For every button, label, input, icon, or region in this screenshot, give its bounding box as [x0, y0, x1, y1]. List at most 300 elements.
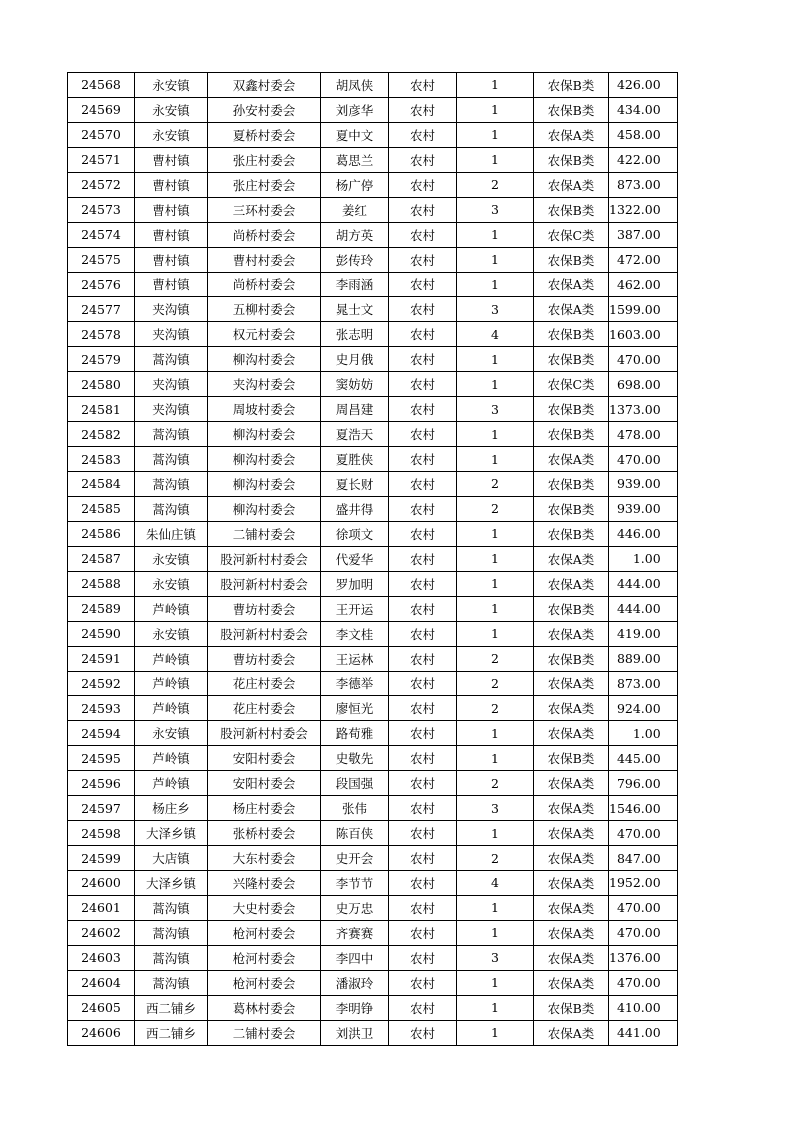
- table-row: [68, 796, 678, 821]
- household-count-cell: 1: [457, 970, 534, 995]
- area-type-cell: 农村: [389, 920, 457, 945]
- amount-cell: 470.00: [609, 920, 678, 945]
- area-type-cell: 农村: [389, 97, 457, 122]
- table-row: [68, 122, 678, 147]
- name-cell: 胡方英: [321, 222, 389, 247]
- table-row: [68, 671, 678, 696]
- household-count-cell: 4: [457, 871, 534, 896]
- insurance-category-cell: 农保A类: [534, 172, 609, 197]
- village-committee-cell: 柳沟村委会: [208, 347, 321, 372]
- amount-cell: 1599.00: [609, 297, 678, 322]
- town-cell: 曹村镇: [135, 247, 208, 272]
- amount-cell: 387.00: [609, 222, 678, 247]
- household-count-cell: 1: [457, 372, 534, 397]
- town-cell: 永安镇: [135, 73, 208, 98]
- village-committee-cell: 曹坊村委会: [208, 646, 321, 671]
- record-id-cell: 24594: [68, 721, 135, 746]
- village-committee-cell: 张庄村委会: [208, 147, 321, 172]
- record-id-cell: 24569: [68, 97, 135, 122]
- town-cell: 永安镇: [135, 721, 208, 746]
- area-type-cell: 农村: [389, 372, 457, 397]
- name-cell: 罗加明: [321, 571, 389, 596]
- town-cell: 芦岭镇: [135, 696, 208, 721]
- household-count-cell: 1: [457, 97, 534, 122]
- area-type-cell: 农村: [389, 846, 457, 871]
- village-committee-cell: 张庄村委会: [208, 172, 321, 197]
- name-cell: 胡凤侠: [321, 73, 389, 98]
- amount-cell: 924.00: [609, 696, 678, 721]
- name-cell: 王开运: [321, 596, 389, 621]
- town-cell: 芦岭镇: [135, 646, 208, 671]
- town-cell: 芦岭镇: [135, 746, 208, 771]
- town-cell: 夹沟镇: [135, 297, 208, 322]
- town-cell: 蒿沟镇: [135, 920, 208, 945]
- village-committee-cell: 安阳村委会: [208, 746, 321, 771]
- area-type-cell: 农村: [389, 771, 457, 796]
- area-type-cell: 农村: [389, 571, 457, 596]
- insurance-category-cell: 农保B类: [534, 472, 609, 497]
- record-id-cell: 24598: [68, 821, 135, 846]
- village-committee-cell: 二铺村委会: [208, 521, 321, 546]
- table-row: [68, 147, 678, 172]
- town-cell: 曹村镇: [135, 222, 208, 247]
- table-row: [68, 1020, 678, 1045]
- village-committee-cell: 周坡村委会: [208, 397, 321, 422]
- insurance-category-cell: 农保B类: [534, 147, 609, 172]
- household-count-cell: 2: [457, 671, 534, 696]
- table-row: [68, 172, 678, 197]
- town-cell: 曹村镇: [135, 172, 208, 197]
- household-count-cell: 2: [457, 496, 534, 521]
- record-id-cell: 24597: [68, 796, 135, 821]
- village-committee-cell: 葛林村委会: [208, 995, 321, 1020]
- record-id-cell: 24573: [68, 197, 135, 222]
- town-cell: 永安镇: [135, 571, 208, 596]
- table-row: [68, 596, 678, 621]
- village-committee-cell: 花庄村委会: [208, 696, 321, 721]
- village-committee-cell: 夏桥村委会: [208, 122, 321, 147]
- village-committee-cell: 大东村委会: [208, 846, 321, 871]
- town-cell: 永安镇: [135, 546, 208, 571]
- table-row: [68, 496, 678, 521]
- name-cell: 彭传玲: [321, 247, 389, 272]
- area-type-cell: 农村: [389, 521, 457, 546]
- household-count-cell: 1: [457, 73, 534, 98]
- insurance-category-cell: 农保A类: [534, 696, 609, 721]
- amount-cell: 1.00: [609, 721, 678, 746]
- village-committee-cell: 五柳村委会: [208, 297, 321, 322]
- name-cell: 刘彦华: [321, 97, 389, 122]
- amount-cell: 847.00: [609, 846, 678, 871]
- record-id-cell: 24568: [68, 73, 135, 98]
- record-id-cell: 24580: [68, 372, 135, 397]
- record-id-cell: 24585: [68, 496, 135, 521]
- area-type-cell: 农村: [389, 222, 457, 247]
- record-id-cell: 24582: [68, 422, 135, 447]
- town-cell: 曹村镇: [135, 147, 208, 172]
- record-id-cell: 24604: [68, 970, 135, 995]
- village-committee-cell: 尚桥村委会: [208, 222, 321, 247]
- area-type-cell: 农村: [389, 197, 457, 222]
- town-cell: 永安镇: [135, 97, 208, 122]
- area-type-cell: 农村: [389, 347, 457, 372]
- insurance-category-cell: 农保A类: [534, 970, 609, 995]
- area-type-cell: 农村: [389, 945, 457, 970]
- insurance-category-cell: 农保A类: [534, 821, 609, 846]
- town-cell: 永安镇: [135, 621, 208, 646]
- amount-cell: 1546.00: [609, 796, 678, 821]
- name-cell: 王运林: [321, 646, 389, 671]
- name-cell: 盛井得: [321, 496, 389, 521]
- name-cell: 姜红: [321, 197, 389, 222]
- name-cell: 夏中文: [321, 122, 389, 147]
- area-type-cell: 农村: [389, 297, 457, 322]
- name-cell: 代爱华: [321, 546, 389, 571]
- household-count-cell: 1: [457, 571, 534, 596]
- table-row: [68, 721, 678, 746]
- village-committee-cell: 柳沟村委会: [208, 472, 321, 497]
- amount-cell: 873.00: [609, 172, 678, 197]
- town-cell: 西二铺乡: [135, 995, 208, 1020]
- household-count-cell: 1: [457, 995, 534, 1020]
- insurance-category-cell: 农保B类: [534, 97, 609, 122]
- table-row: [68, 372, 678, 397]
- name-cell: 张志明: [321, 322, 389, 347]
- area-type-cell: 农村: [389, 546, 457, 571]
- name-cell: 夏胜侠: [321, 447, 389, 472]
- table-row: [68, 447, 678, 472]
- household-count-cell: 3: [457, 297, 534, 322]
- insurance-category-cell: 农保A类: [534, 122, 609, 147]
- village-committee-cell: 枪河村委会: [208, 920, 321, 945]
- area-type-cell: 农村: [389, 596, 457, 621]
- amount-cell: 1603.00: [609, 322, 678, 347]
- village-committee-cell: 双鑫村委会: [208, 73, 321, 98]
- name-cell: 段国强: [321, 771, 389, 796]
- amount-cell: 698.00: [609, 372, 678, 397]
- village-committee-cell: 股河新村村委会: [208, 546, 321, 571]
- village-committee-cell: 花庄村委会: [208, 671, 321, 696]
- area-type-cell: 农村: [389, 472, 457, 497]
- insurance-category-cell: 农保B类: [534, 646, 609, 671]
- town-cell: 蒿沟镇: [135, 895, 208, 920]
- insurance-category-cell: 农保A类: [534, 1020, 609, 1045]
- area-type-cell: 农村: [389, 422, 457, 447]
- village-committee-cell: 枪河村委会: [208, 945, 321, 970]
- town-cell: 杨庄乡: [135, 796, 208, 821]
- amount-cell: 478.00: [609, 422, 678, 447]
- insurance-category-cell: 农保A类: [534, 621, 609, 646]
- village-committee-cell: 兴隆村委会: [208, 871, 321, 896]
- household-count-cell: 1: [457, 521, 534, 546]
- record-id-cell: 24576: [68, 272, 135, 297]
- household-count-cell: 1: [457, 272, 534, 297]
- village-committee-cell: 股河新村村委会: [208, 621, 321, 646]
- name-cell: 李四中: [321, 945, 389, 970]
- table-row: [68, 646, 678, 671]
- record-id-cell: 24606: [68, 1020, 135, 1045]
- town-cell: 大泽乡镇: [135, 871, 208, 896]
- amount-cell: 470.00: [609, 347, 678, 372]
- village-committee-cell: 杨庄村委会: [208, 796, 321, 821]
- area-type-cell: 农村: [389, 73, 457, 98]
- household-count-cell: 1: [457, 546, 534, 571]
- amount-cell: 470.00: [609, 970, 678, 995]
- table-row: [68, 347, 678, 372]
- record-id-cell: 24596: [68, 771, 135, 796]
- town-cell: 夹沟镇: [135, 372, 208, 397]
- table-row: [68, 247, 678, 272]
- table-row: [68, 322, 678, 347]
- area-type-cell: 农村: [389, 496, 457, 521]
- name-cell: 杨广停: [321, 172, 389, 197]
- area-type-cell: 农村: [389, 172, 457, 197]
- amount-cell: 939.00: [609, 472, 678, 497]
- amount-cell: 1.00: [609, 546, 678, 571]
- table-row: [68, 746, 678, 771]
- amount-cell: 446.00: [609, 521, 678, 546]
- insurance-category-cell: 农保A类: [534, 297, 609, 322]
- household-count-cell: 1: [457, 621, 534, 646]
- name-cell: 陈百侠: [321, 821, 389, 846]
- amount-cell: 889.00: [609, 646, 678, 671]
- record-id-cell: 24578: [68, 322, 135, 347]
- name-cell: 李雨涵: [321, 272, 389, 297]
- insurance-category-cell: 农保A类: [534, 945, 609, 970]
- area-type-cell: 农村: [389, 895, 457, 920]
- insurance-category-cell: 农保B类: [534, 596, 609, 621]
- insurance-category-cell: 农保B类: [534, 397, 609, 422]
- town-cell: 芦岭镇: [135, 771, 208, 796]
- name-cell: 张伟: [321, 796, 389, 821]
- amount-cell: 410.00: [609, 995, 678, 1020]
- insurance-category-cell: 农保A类: [534, 546, 609, 571]
- area-type-cell: 农村: [389, 646, 457, 671]
- village-committee-cell: 大史村委会: [208, 895, 321, 920]
- household-count-cell: 1: [457, 422, 534, 447]
- amount-cell: 472.00: [609, 247, 678, 272]
- record-id-cell: 24577: [68, 297, 135, 322]
- table-row: [68, 846, 678, 871]
- area-type-cell: 农村: [389, 322, 457, 347]
- household-count-cell: 1: [457, 347, 534, 372]
- household-count-cell: 1: [457, 122, 534, 147]
- area-type-cell: 农村: [389, 995, 457, 1020]
- name-cell: 史万忠: [321, 895, 389, 920]
- name-cell: 窦妨妨: [321, 372, 389, 397]
- village-committee-cell: 曹村村委会: [208, 247, 321, 272]
- town-cell: 朱仙庄镇: [135, 521, 208, 546]
- name-cell: 夏浩天: [321, 422, 389, 447]
- town-cell: 蒿沟镇: [135, 945, 208, 970]
- household-count-cell: 2: [457, 696, 534, 721]
- table-row: [68, 995, 678, 1020]
- amount-cell: 419.00: [609, 621, 678, 646]
- insurance-category-cell: 农保A类: [534, 920, 609, 945]
- household-count-cell: 2: [457, 771, 534, 796]
- village-committee-cell: 柳沟村委会: [208, 447, 321, 472]
- name-cell: 李德举: [321, 671, 389, 696]
- insurance-category-cell: 农保A类: [534, 846, 609, 871]
- town-cell: 蒿沟镇: [135, 970, 208, 995]
- record-id-cell: 24584: [68, 472, 135, 497]
- table-row: [68, 546, 678, 571]
- insurance-category-cell: 农保B类: [534, 995, 609, 1020]
- record-id-cell: 24591: [68, 646, 135, 671]
- table-row: [68, 696, 678, 721]
- insurance-category-cell: 农保C类: [534, 222, 609, 247]
- area-type-cell: 农村: [389, 122, 457, 147]
- town-cell: 蒿沟镇: [135, 422, 208, 447]
- table-row: [68, 970, 678, 995]
- record-id-cell: 24592: [68, 671, 135, 696]
- village-committee-cell: 权元村委会: [208, 322, 321, 347]
- table-body: [68, 73, 678, 1046]
- name-cell: 路荀雅: [321, 721, 389, 746]
- area-type-cell: 农村: [389, 397, 457, 422]
- record-id-cell: 24586: [68, 521, 135, 546]
- household-count-cell: 2: [457, 646, 534, 671]
- table-row: [68, 945, 678, 970]
- household-count-cell: 3: [457, 197, 534, 222]
- village-committee-cell: 三环村委会: [208, 197, 321, 222]
- table-row: [68, 472, 678, 497]
- record-id-cell: 24595: [68, 746, 135, 771]
- record-id-cell: 24602: [68, 920, 135, 945]
- name-cell: 李节节: [321, 871, 389, 896]
- record-id-cell: 24575: [68, 247, 135, 272]
- household-count-cell: 1: [457, 746, 534, 771]
- area-type-cell: 农村: [389, 970, 457, 995]
- amount-cell: 434.00: [609, 97, 678, 122]
- amount-cell: 470.00: [609, 447, 678, 472]
- household-count-cell: 2: [457, 172, 534, 197]
- amount-cell: 873.00: [609, 671, 678, 696]
- village-committee-cell: 枪河村委会: [208, 970, 321, 995]
- household-count-cell: 1: [457, 721, 534, 746]
- table-row: [68, 871, 678, 896]
- record-id-cell: 24593: [68, 696, 135, 721]
- insurance-category-cell: 农保B类: [534, 422, 609, 447]
- town-cell: 芦岭镇: [135, 596, 208, 621]
- village-committee-cell: 孙安村委会: [208, 97, 321, 122]
- village-committee-cell: 股河新村村委会: [208, 571, 321, 596]
- name-cell: 夏长财: [321, 472, 389, 497]
- table-row: [68, 771, 678, 796]
- insurance-category-cell: 农保A类: [534, 671, 609, 696]
- village-committee-cell: 曹坊村委会: [208, 596, 321, 621]
- record-id-cell: 24579: [68, 347, 135, 372]
- village-committee-cell: 夹沟村委会: [208, 372, 321, 397]
- town-cell: 夹沟镇: [135, 397, 208, 422]
- record-id-cell: 24600: [68, 871, 135, 896]
- record-id-cell: 24588: [68, 571, 135, 596]
- table-row: [68, 621, 678, 646]
- insurance-category-cell: 农保A类: [534, 871, 609, 896]
- town-cell: 大店镇: [135, 846, 208, 871]
- name-cell: 齐赛赛: [321, 920, 389, 945]
- insurance-category-cell: 农保B类: [534, 197, 609, 222]
- household-count-cell: 2: [457, 846, 534, 871]
- record-id-cell: 24570: [68, 122, 135, 147]
- household-count-cell: 1: [457, 596, 534, 621]
- insurance-category-cell: 农保B类: [534, 247, 609, 272]
- table-row: [68, 73, 678, 98]
- area-type-cell: 农村: [389, 721, 457, 746]
- household-count-cell: 4: [457, 322, 534, 347]
- table-row: [68, 272, 678, 297]
- name-cell: 李明铮: [321, 995, 389, 1020]
- table-row: [68, 97, 678, 122]
- area-type-cell: 农村: [389, 671, 457, 696]
- amount-cell: 422.00: [609, 147, 678, 172]
- household-count-cell: 3: [457, 796, 534, 821]
- insurance-category-cell: 农保B类: [534, 322, 609, 347]
- insurance-category-cell: 农保A类: [534, 796, 609, 821]
- amount-cell: 458.00: [609, 122, 678, 147]
- area-type-cell: 农村: [389, 147, 457, 172]
- area-type-cell: 农村: [389, 696, 457, 721]
- amount-cell: 441.00: [609, 1020, 678, 1045]
- town-cell: 西二铺乡: [135, 1020, 208, 1045]
- record-id-cell: 24599: [68, 846, 135, 871]
- area-type-cell: 农村: [389, 821, 457, 846]
- name-cell: 廖恒光: [321, 696, 389, 721]
- name-cell: 周昌建: [321, 397, 389, 422]
- town-cell: 蒿沟镇: [135, 472, 208, 497]
- amount-cell: 444.00: [609, 571, 678, 596]
- record-id-cell: 24601: [68, 895, 135, 920]
- insurance-category-cell: 农保C类: [534, 372, 609, 397]
- town-cell: 蒿沟镇: [135, 496, 208, 521]
- name-cell: 史月俄: [321, 347, 389, 372]
- amount-cell: 939.00: [609, 496, 678, 521]
- amount-cell: 470.00: [609, 895, 678, 920]
- village-committee-cell: 二铺村委会: [208, 1020, 321, 1045]
- table-row: [68, 571, 678, 596]
- name-cell: 刘洪卫: [321, 1020, 389, 1045]
- record-id-cell: 24581: [68, 397, 135, 422]
- insurance-category-cell: 农保A类: [534, 721, 609, 746]
- records-table: [67, 72, 678, 1046]
- household-count-cell: 1: [457, 1020, 534, 1045]
- record-id-cell: 24590: [68, 621, 135, 646]
- name-cell: 徐项文: [321, 521, 389, 546]
- town-cell: 蒿沟镇: [135, 447, 208, 472]
- amount-cell: 470.00: [609, 821, 678, 846]
- amount-cell: 796.00: [609, 771, 678, 796]
- name-cell: 史敬先: [321, 746, 389, 771]
- household-count-cell: 1: [457, 821, 534, 846]
- amount-cell: 1952.00: [609, 871, 678, 896]
- insurance-category-cell: 农保A类: [534, 272, 609, 297]
- name-cell: 李文桂: [321, 621, 389, 646]
- town-cell: 永安镇: [135, 122, 208, 147]
- table-row: [68, 521, 678, 546]
- village-committee-cell: 柳沟村委会: [208, 496, 321, 521]
- record-id-cell: 24572: [68, 172, 135, 197]
- village-committee-cell: 安阳村委会: [208, 771, 321, 796]
- amount-cell: 462.00: [609, 272, 678, 297]
- town-cell: 曹村镇: [135, 197, 208, 222]
- table-row: [68, 197, 678, 222]
- record-id-cell: 24605: [68, 995, 135, 1020]
- amount-cell: 1376.00: [609, 945, 678, 970]
- household-count-cell: 1: [457, 920, 534, 945]
- household-count-cell: 3: [457, 397, 534, 422]
- record-id-cell: 24583: [68, 447, 135, 472]
- town-cell: 蒿沟镇: [135, 347, 208, 372]
